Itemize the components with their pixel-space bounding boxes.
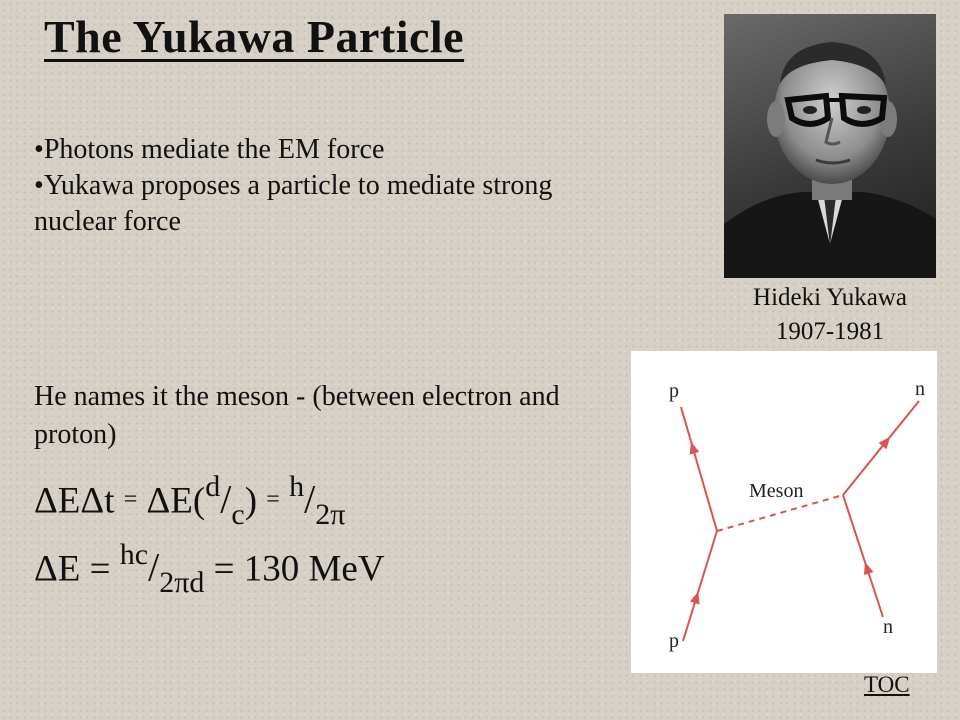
- proton-in-line: [683, 531, 717, 641]
- portrait-illustration: [724, 14, 936, 278]
- proton-out-line: [681, 407, 717, 531]
- eq1-rhs-den: 2π: [315, 497, 346, 531]
- eq1-slash: /: [220, 476, 232, 522]
- eq1-rhs-slash: /: [304, 476, 316, 522]
- page-title: The Yukawa Particle: [44, 11, 465, 62]
- feynman-diagram-svg: [631, 351, 937, 673]
- portrait-caption-name: Hideki Yukawa: [753, 284, 907, 311]
- eq2-slash: /: [148, 544, 160, 590]
- toc-link[interactable]: TOC: [864, 672, 910, 697]
- eq2-lhs: ΔE: [34, 548, 81, 590]
- bullet-item: • Yukawa proposes a particle to mediate strong nuclear force: [34, 168, 554, 240]
- eq1-frac-num: d: [205, 470, 221, 503]
- neutron-in-arrow: [864, 562, 874, 575]
- bullet-list: [34, 132, 554, 240]
- meson-paragraph: He names it the meson - (between electron and proton): [34, 381, 560, 450]
- neutron-out-line: [843, 401, 919, 495]
- uncertainty-equation: [34, 472, 345, 530]
- eq2-equals: =: [89, 548, 111, 590]
- proton-out-arrow: [690, 442, 700, 455]
- eq1-equals-b: =: [266, 486, 280, 513]
- label-meson: Meson: [749, 480, 804, 502]
- portrait-caption-years: 1907-1981: [775, 318, 885, 345]
- eq2-frac-num: hc: [119, 538, 149, 571]
- proton-in-arrow: [690, 592, 700, 605]
- eq1-mid-suffix: ): [244, 480, 258, 522]
- yukawa-portrait: [724, 14, 936, 278]
- eq2-result: = 130 MeV: [213, 548, 385, 590]
- label-bottom-left: p: [669, 630, 679, 652]
- label-bottom-right: n: [883, 616, 893, 638]
- energy-equation: [34, 540, 385, 598]
- eq1-equals-a: =: [123, 486, 138, 513]
- bullet-item: • Photons mediate the EM force: [34, 132, 554, 168]
- eq1-mid-prefix: ΔE(: [146, 480, 206, 522]
- label-top-left: p: [669, 380, 679, 402]
- feynman-diagram: [631, 351, 937, 673]
- neutron-in-line: [843, 495, 883, 617]
- eq2-frac-den: 2πd: [159, 565, 205, 599]
- eq1-frac-den: c: [231, 497, 245, 531]
- eq1-lhs: ΔEΔt: [34, 480, 115, 522]
- label-top-right: n: [915, 378, 925, 400]
- eq1-rhs-num: h: [289, 470, 305, 503]
